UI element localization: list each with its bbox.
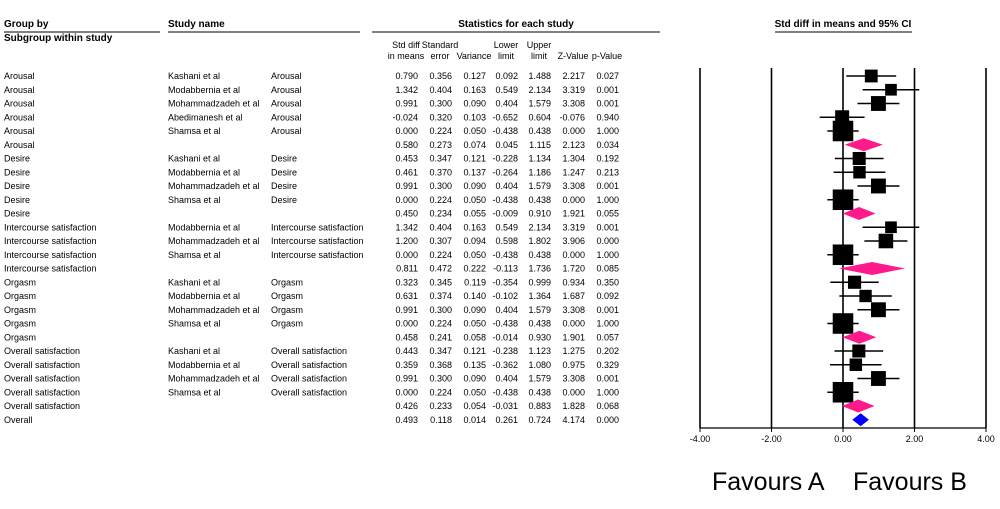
subgroup-cell: Arousal — [271, 126, 302, 136]
upper-cell: 0.604 — [528, 112, 551, 123]
std-cell: 0.991 — [395, 181, 418, 191]
std-cell: 0.453 — [395, 153, 418, 164]
se-cell: 0.320 — [429, 112, 452, 123]
var-cell: 0.014 — [463, 414, 486, 425]
study-marker — [848, 276, 861, 289]
var-cell: 0.137 — [463, 167, 486, 178]
std-cell: 0.000 — [395, 126, 418, 136]
z-cell: 1.687 — [562, 291, 585, 301]
se-cell: 0.224 — [429, 387, 452, 398]
study-marker — [871, 179, 886, 194]
z-cell: 1.304 — [562, 153, 585, 164]
lower-cell: -0.438 — [492, 194, 518, 205]
p-cell: 1.000 — [596, 318, 619, 329]
var-cell: 0.121 — [463, 346, 486, 356]
se-cell: 0.368 — [429, 359, 452, 370]
std-cell: 0.580 — [395, 139, 418, 150]
group-cell: Desire — [4, 194, 31, 205]
var-cell: 0.163 — [463, 222, 486, 233]
study-marker — [859, 290, 871, 302]
var-cell: 0.119 — [464, 277, 486, 288]
upper-cell: 1.123 — [528, 346, 551, 356]
var-cell: 0.090 — [463, 98, 486, 109]
group-cell: Arousal — [4, 84, 35, 95]
var-cell: 0.090 — [463, 304, 486, 315]
study-marker — [871, 371, 886, 386]
group-cell: Orgasm — [4, 318, 37, 329]
forest-marks — [820, 70, 920, 427]
std-cell: 0.811 — [396, 263, 418, 274]
se-cell: 0.224 — [429, 126, 452, 136]
z-cell: 3.308 — [562, 181, 585, 191]
var-cell: 0.050 — [463, 249, 486, 260]
subgroup-cell: Desire — [271, 181, 298, 191]
std-cell: 0.991 — [395, 304, 418, 315]
upper-cell: 1.134 — [528, 153, 551, 164]
upper-cell: 1.736 — [528, 263, 551, 274]
upper-cell: 0.930 — [528, 332, 551, 343]
x-tick-label: 0.00 — [834, 434, 852, 444]
group-cell: Intercourse satisfaction — [4, 222, 97, 233]
group-cell: Intercourse satisfaction — [4, 249, 97, 260]
upper-cell: 1.186 — [528, 167, 551, 178]
se-cell: 0.300 — [429, 373, 452, 384]
se-cell: 0.234 — [429, 208, 452, 219]
upper-cell: 0.438 — [528, 387, 551, 398]
upper-cell: 1.579 — [528, 373, 551, 384]
subgroup-cell: Arousal — [271, 84, 302, 95]
col-header-se: Standard — [421, 40, 459, 50]
statistics-column-headers — [388, 40, 622, 61]
study-cell: Modabbernia et al — [168, 359, 241, 370]
col-header-p: p-Value — [591, 51, 623, 61]
se-cell: 0.472 — [429, 263, 452, 274]
lower-cell: -0.014 — [492, 332, 518, 343]
p-cell: 0.350 — [596, 277, 619, 288]
data-table — [4, 71, 619, 425]
var-cell: 0.054 — [463, 401, 486, 411]
group-cell: Orgasm — [4, 277, 37, 288]
favours-a-label: Favours A — [712, 468, 825, 496]
study-marker — [885, 84, 897, 96]
subgroup-cell: Overall satisfaction — [271, 359, 348, 370]
col-header-lower: Lower — [493, 40, 519, 50]
lower-cell: -0.438 — [492, 387, 518, 398]
subgroup-cell: Arousal — [271, 71, 302, 81]
var-cell: 0.094 — [463, 236, 486, 246]
se-cell: 0.241 — [429, 332, 452, 343]
z-cell: 1.901 — [562, 332, 585, 343]
z-cell: 0.000 — [562, 249, 585, 260]
lower-cell: -0.102 — [492, 291, 518, 301]
lower-cell: -0.238 — [492, 346, 518, 356]
col-header-upper: limit — [531, 51, 547, 61]
se-cell: 0.356 — [429, 71, 452, 81]
z-cell: 1.921 — [562, 208, 585, 219]
subgroup-cell: Arousal — [271, 112, 302, 123]
study-cell: Modabbernia et al — [168, 84, 241, 95]
study-cell: Mohammadzadeh et al — [168, 98, 260, 109]
z-cell: 1.828 — [562, 401, 585, 411]
study-cell: Modabbernia et al — [168, 222, 241, 233]
statistics-header: Statistics for each study — [458, 19, 574, 30]
var-cell: 0.222 — [463, 263, 486, 274]
study-cell: Shamsa et al — [168, 194, 221, 205]
std-cell: 0.450 — [395, 208, 418, 219]
z-cell: 1.720 — [562, 263, 585, 274]
std-cell: 0.991 — [395, 98, 418, 109]
z-cell: 0.000 — [562, 318, 585, 329]
p-cell: 0.085 — [596, 263, 619, 274]
lower-cell: -0.009 — [492, 208, 518, 219]
se-cell: 0.404 — [429, 222, 452, 233]
study-cell: Shamsa et al — [168, 126, 221, 136]
p-cell: 0.001 — [596, 304, 619, 315]
subgroup-cell: Desire — [271, 153, 298, 164]
group-cell: Arousal — [4, 71, 35, 81]
se-cell: 0.307 — [429, 236, 452, 246]
std-cell: 0.000 — [395, 318, 418, 329]
se-cell: 0.374 — [429, 291, 452, 301]
p-cell: 0.092 — [596, 291, 619, 301]
group-cell: Overall satisfaction — [4, 373, 81, 384]
var-cell: 0.055 — [463, 208, 486, 219]
lower-cell: -0.438 — [492, 126, 518, 136]
lower-cell: -0.031 — [492, 401, 518, 411]
lower-cell: 0.404 — [495, 181, 518, 191]
se-cell: 0.233 — [429, 401, 452, 411]
group-cell: Desire — [4, 167, 31, 178]
z-cell: 2.217 — [562, 71, 585, 81]
study-cell: Mohammadzadeh et al — [168, 304, 260, 315]
se-cell: 0.273 — [429, 139, 452, 150]
p-cell: 0.001 — [596, 84, 619, 95]
col-header-std: in means — [387, 51, 425, 61]
p-cell: 0.000 — [596, 414, 619, 425]
upper-cell: 1.080 — [528, 359, 551, 370]
z-cell: 2.123 — [562, 139, 585, 150]
lower-cell: 0.404 — [495, 304, 518, 315]
upper-cell: 1.115 — [529, 139, 551, 150]
p-cell: 0.329 — [596, 359, 619, 370]
se-cell: 0.300 — [429, 304, 452, 315]
z-cell: 0.000 — [562, 126, 585, 136]
x-tick-label: 4.00 — [977, 434, 995, 444]
subgroup-cell: Overall satisfaction — [271, 387, 348, 398]
p-cell: 0.055 — [596, 208, 619, 219]
var-cell: 0.090 — [463, 181, 486, 191]
study-cell: Shamsa et al — [168, 318, 221, 329]
p-cell: 1.000 — [596, 126, 619, 136]
std-cell: 0.443 — [395, 346, 418, 356]
group-cell: Arousal — [4, 112, 35, 123]
col-header-upper: Upper — [526, 40, 552, 50]
subgroup-cell: Overall satisfaction — [271, 373, 348, 384]
study-marker — [852, 344, 865, 357]
lower-cell: 0.598 — [495, 236, 518, 246]
se-cell: 0.118 — [430, 414, 452, 425]
upper-cell: 2.134 — [528, 222, 551, 233]
p-cell: 0.000 — [596, 236, 619, 246]
group-cell: Arousal — [4, 98, 35, 109]
study-cell: Shamsa et al — [168, 249, 221, 260]
lower-cell: -0.652 — [492, 112, 518, 123]
upper-cell: 2.134 — [528, 84, 551, 95]
std-cell: 0.359 — [395, 359, 418, 370]
group-cell: Desire — [4, 208, 31, 219]
study-cell: Kashani et al — [168, 346, 221, 356]
study-marker — [833, 382, 854, 403]
study-cell: Kashani et al — [168, 71, 221, 81]
p-cell: 0.057 — [596, 332, 619, 343]
var-cell: 0.074 — [463, 139, 486, 150]
p-cell: 1.000 — [596, 387, 619, 398]
overall-diamond — [852, 413, 869, 426]
study-cell: Mohammadzadeh et al — [168, 236, 260, 246]
group-cell: Arousal — [4, 126, 35, 136]
study-cell: Shamsa et al — [168, 387, 221, 398]
z-cell: 1.247 — [562, 167, 585, 178]
std-cell: 0.790 — [395, 71, 418, 81]
upper-cell: 0.438 — [528, 126, 551, 136]
lower-cell: 0.261 — [495, 414, 518, 425]
se-cell: 0.370 — [429, 167, 452, 178]
p-cell: 1.000 — [596, 249, 619, 260]
se-cell: 0.224 — [429, 318, 452, 329]
study-cell: Abedimanesh et al — [168, 112, 243, 123]
study-cell: Mohammadzadeh et al — [168, 373, 260, 384]
z-cell: 3.308 — [562, 304, 585, 315]
lower-cell: -0.354 — [492, 277, 518, 288]
group-cell: Orgasm — [4, 304, 37, 315]
group-cell: Arousal — [4, 139, 35, 150]
upper-cell: 0.438 — [528, 194, 551, 205]
group-cell: Intercourse satisfaction — [4, 263, 97, 274]
p-cell: 0.001 — [596, 98, 619, 109]
study-marker — [833, 313, 854, 334]
std-cell: -0.024 — [392, 112, 418, 123]
study-marker — [833, 121, 854, 142]
var-cell: 0.163 — [463, 84, 486, 95]
col-header-lower: limit — [498, 51, 514, 61]
p-cell: 0.068 — [596, 401, 619, 411]
upper-cell: 0.999 — [528, 277, 551, 288]
se-cell: 0.345 — [429, 277, 452, 288]
study-marker — [865, 70, 878, 83]
std-cell: 0.631 — [395, 291, 418, 301]
lower-cell: 0.549 — [495, 84, 518, 95]
study-marker — [885, 221, 897, 233]
upper-cell: 1.364 — [528, 291, 551, 301]
var-cell: 0.121 — [463, 153, 486, 164]
lower-cell: -0.228 — [492, 153, 518, 164]
std-cell: 0.323 — [395, 277, 418, 288]
subgroup-cell: Orgasm — [271, 291, 304, 301]
std-cell: 0.493 — [395, 414, 418, 425]
study-marker — [833, 244, 854, 265]
upper-cell: 1.802 — [528, 236, 551, 246]
group-cell: Overall satisfaction — [4, 359, 81, 370]
upper-cell: 1.579 — [528, 304, 551, 315]
std-cell: 0.000 — [395, 194, 418, 205]
group-cell: Orgasm — [4, 332, 37, 343]
group-cell: Orgasm — [4, 291, 37, 301]
std-cell: 0.458 — [395, 332, 418, 343]
favours-b-label: Favours B — [853, 468, 967, 496]
std-cell: 0.426 — [395, 401, 418, 411]
std-cell: 0.461 — [395, 167, 418, 178]
study-cell: Modabbernia et al — [168, 291, 241, 301]
var-cell: 0.090 — [463, 373, 486, 384]
z-cell: -0.076 — [559, 112, 585, 123]
subgroup-cell: Orgasm — [271, 318, 304, 329]
group-by-header: Group by — [4, 19, 49, 30]
subgroup-cell: Desire — [271, 167, 298, 178]
p-cell: 1.000 — [596, 194, 619, 205]
se-cell: 0.224 — [429, 249, 452, 260]
z-cell: 1.275 — [562, 346, 585, 356]
p-cell: 0.213 — [596, 167, 619, 178]
z-cell: 3.319 — [562, 84, 585, 95]
se-cell: 0.404 — [429, 84, 452, 95]
var-cell: 0.058 — [463, 332, 486, 343]
col-header-var: Variance — [456, 51, 492, 61]
upper-cell: 0.910 — [528, 208, 551, 219]
x-tick-label: 2.00 — [905, 434, 924, 444]
plot-title: Std diff in means and 95% CI — [774, 19, 912, 30]
group-cell: Desire — [4, 181, 31, 191]
study-marker — [879, 234, 894, 249]
x-tick-label: -4.00 — [689, 434, 711, 444]
study-marker — [850, 358, 863, 371]
lower-cell: -0.438 — [492, 249, 518, 260]
var-cell: 0.135 — [463, 359, 486, 370]
var-cell: 0.103 — [463, 112, 486, 123]
p-cell: 0.027 — [596, 71, 619, 81]
p-cell: 0.034 — [596, 139, 619, 150]
upper-cell: 0.438 — [528, 249, 551, 260]
se-cell: 0.347 — [429, 346, 452, 356]
study-cell: Kashani et al — [168, 277, 221, 288]
subgroup-cell: Overall satisfaction — [271, 346, 348, 356]
var-cell: 0.050 — [463, 126, 486, 136]
study-cell: Modabbernia et al — [168, 167, 241, 178]
upper-cell: 0.883 — [528, 401, 551, 411]
std-cell: 1.200 — [395, 236, 418, 246]
lower-cell: -0.113 — [493, 263, 518, 274]
var-cell: 0.127 — [463, 71, 486, 81]
z-cell: 0.000 — [562, 387, 585, 398]
lower-cell: 0.092 — [495, 71, 518, 81]
col-header-se: error — [430, 51, 450, 61]
z-cell: 3.906 — [562, 236, 585, 246]
subgroup-cell: Orgasm — [271, 277, 304, 288]
study-marker — [833, 189, 854, 210]
group-cell: Desire — [4, 153, 31, 164]
upper-cell: 1.488 — [528, 71, 551, 81]
se-cell: 0.300 — [429, 98, 452, 109]
se-cell: 0.347 — [429, 153, 452, 164]
study-marker — [853, 152, 866, 165]
var-cell: 0.050 — [463, 318, 486, 329]
z-cell: 3.319 — [562, 222, 585, 233]
subgroup-within-study-header: Subgroup within study — [4, 33, 113, 44]
std-cell: 0.000 — [395, 249, 418, 260]
group-cell: Intercourse satisfaction — [4, 236, 97, 246]
lower-cell: -0.438 — [492, 318, 518, 329]
col-header-std: Std diff — [392, 40, 420, 50]
var-cell: 0.050 — [463, 387, 486, 398]
std-cell: 1.342 — [395, 84, 418, 95]
study-marker — [871, 96, 886, 111]
var-cell: 0.050 — [463, 194, 486, 205]
p-cell: 0.001 — [596, 373, 619, 384]
z-cell: 4.174 — [562, 414, 585, 425]
study-marker — [853, 166, 865, 178]
std-cell: 0.991 — [395, 373, 418, 384]
subgroup-cell: Intercourse satisfaction — [271, 249, 364, 260]
p-cell: 0.202 — [596, 346, 619, 356]
z-cell: 0.975 — [562, 359, 585, 370]
lower-cell: 0.404 — [495, 98, 518, 109]
group-cell: Overall — [4, 414, 33, 425]
subgroup-cell: Desire — [271, 194, 298, 205]
study-cell: Mohammadzadeh et al — [168, 181, 260, 191]
p-cell: 0.001 — [596, 222, 619, 233]
p-cell: 0.001 — [596, 181, 619, 191]
lower-cell: 0.549 — [495, 222, 518, 233]
std-cell: 1.342 — [395, 222, 418, 233]
z-cell: 3.308 — [562, 98, 585, 109]
subgroup-cell: Intercourse satisfaction — [271, 222, 364, 233]
upper-cell: 0.724 — [528, 414, 551, 425]
lower-cell: 0.045 — [495, 139, 518, 150]
z-cell: 3.308 — [562, 373, 585, 384]
upper-cell: 1.579 — [528, 98, 551, 109]
upper-cell: 0.438 — [528, 318, 551, 329]
p-cell: 0.192 — [596, 153, 619, 164]
subgroup-cell: Intercourse satisfaction — [271, 236, 364, 246]
var-cell: 0.140 — [463, 291, 486, 301]
lower-cell: -0.362 — [492, 359, 518, 370]
group-cell: Overall satisfaction — [4, 387, 81, 398]
lower-cell: -0.264 — [492, 167, 518, 178]
study-name-header: Study name — [168, 19, 225, 30]
group-cell: Overall satisfaction — [4, 346, 81, 356]
std-cell: 0.000 — [395, 387, 418, 398]
group-cell: Overall satisfaction — [4, 401, 81, 411]
se-cell: 0.224 — [429, 194, 452, 205]
col-header-z: Z-Value — [557, 51, 589, 61]
se-cell: 0.300 — [429, 181, 452, 191]
lower-cell: 0.404 — [495, 373, 518, 384]
subgroup-cell: Orgasm — [271, 304, 304, 315]
upper-cell: 1.579 — [528, 181, 551, 191]
study-cell: Kashani et al — [168, 153, 221, 164]
x-tick-label: -2.00 — [761, 434, 782, 444]
subgroup-cell: Arousal — [271, 98, 302, 109]
p-cell: 0.940 — [596, 112, 619, 123]
z-cell: 0.000 — [562, 194, 585, 205]
study-marker — [871, 302, 886, 317]
z-cell: 0.934 — [562, 277, 585, 288]
